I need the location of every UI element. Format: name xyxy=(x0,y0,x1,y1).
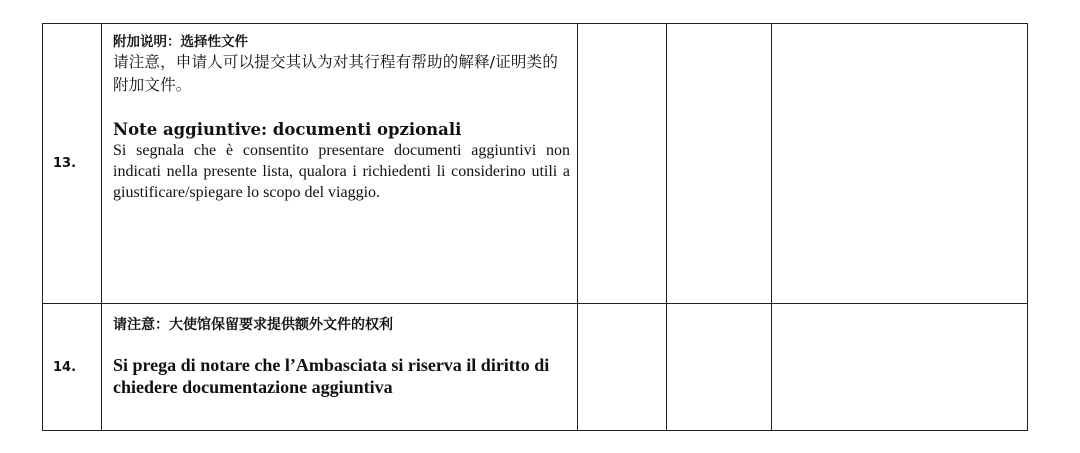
empty-cell xyxy=(772,304,1028,431)
description-cell xyxy=(102,304,578,431)
row-number: 14. xyxy=(53,359,77,375)
empty-cell xyxy=(578,304,667,431)
document-table xyxy=(42,23,1028,431)
empty-cell xyxy=(667,24,772,304)
it-heading: Si prega di notare che l’Ambasciata si riserva il diritto di chiedere documentazione aggiuntiva xyxy=(113,355,550,397)
it-note: Si segnala che è consentito presentare documenti aggiuntivi non indicati nella presente lista, qualora i richiedenti li considerino utili a giustificare/spiegare lo scopo del viaggio. xyxy=(113,142,570,201)
zh-heading: 请注意：大使馆保留要求提供额外文件的权利 xyxy=(113,317,393,333)
description-cell xyxy=(102,24,578,304)
zh-note: 请注意，申请人可以提交其认为对其行程有帮助的解释/证明类的附加文件。 xyxy=(113,53,559,94)
empty-cell xyxy=(667,304,772,431)
empty-cell xyxy=(578,24,667,304)
row-number-cell xyxy=(43,304,102,431)
table-row-13 xyxy=(43,24,1028,304)
empty-cell xyxy=(772,24,1028,304)
table-row-14 xyxy=(43,304,1028,431)
zh-heading: 附加说明：选择性文件 xyxy=(113,34,248,50)
row-number-cell xyxy=(43,24,102,304)
row-number: 13. xyxy=(53,156,77,171)
it-heading: Note aggiuntive: documenti opzionali xyxy=(113,120,462,139)
